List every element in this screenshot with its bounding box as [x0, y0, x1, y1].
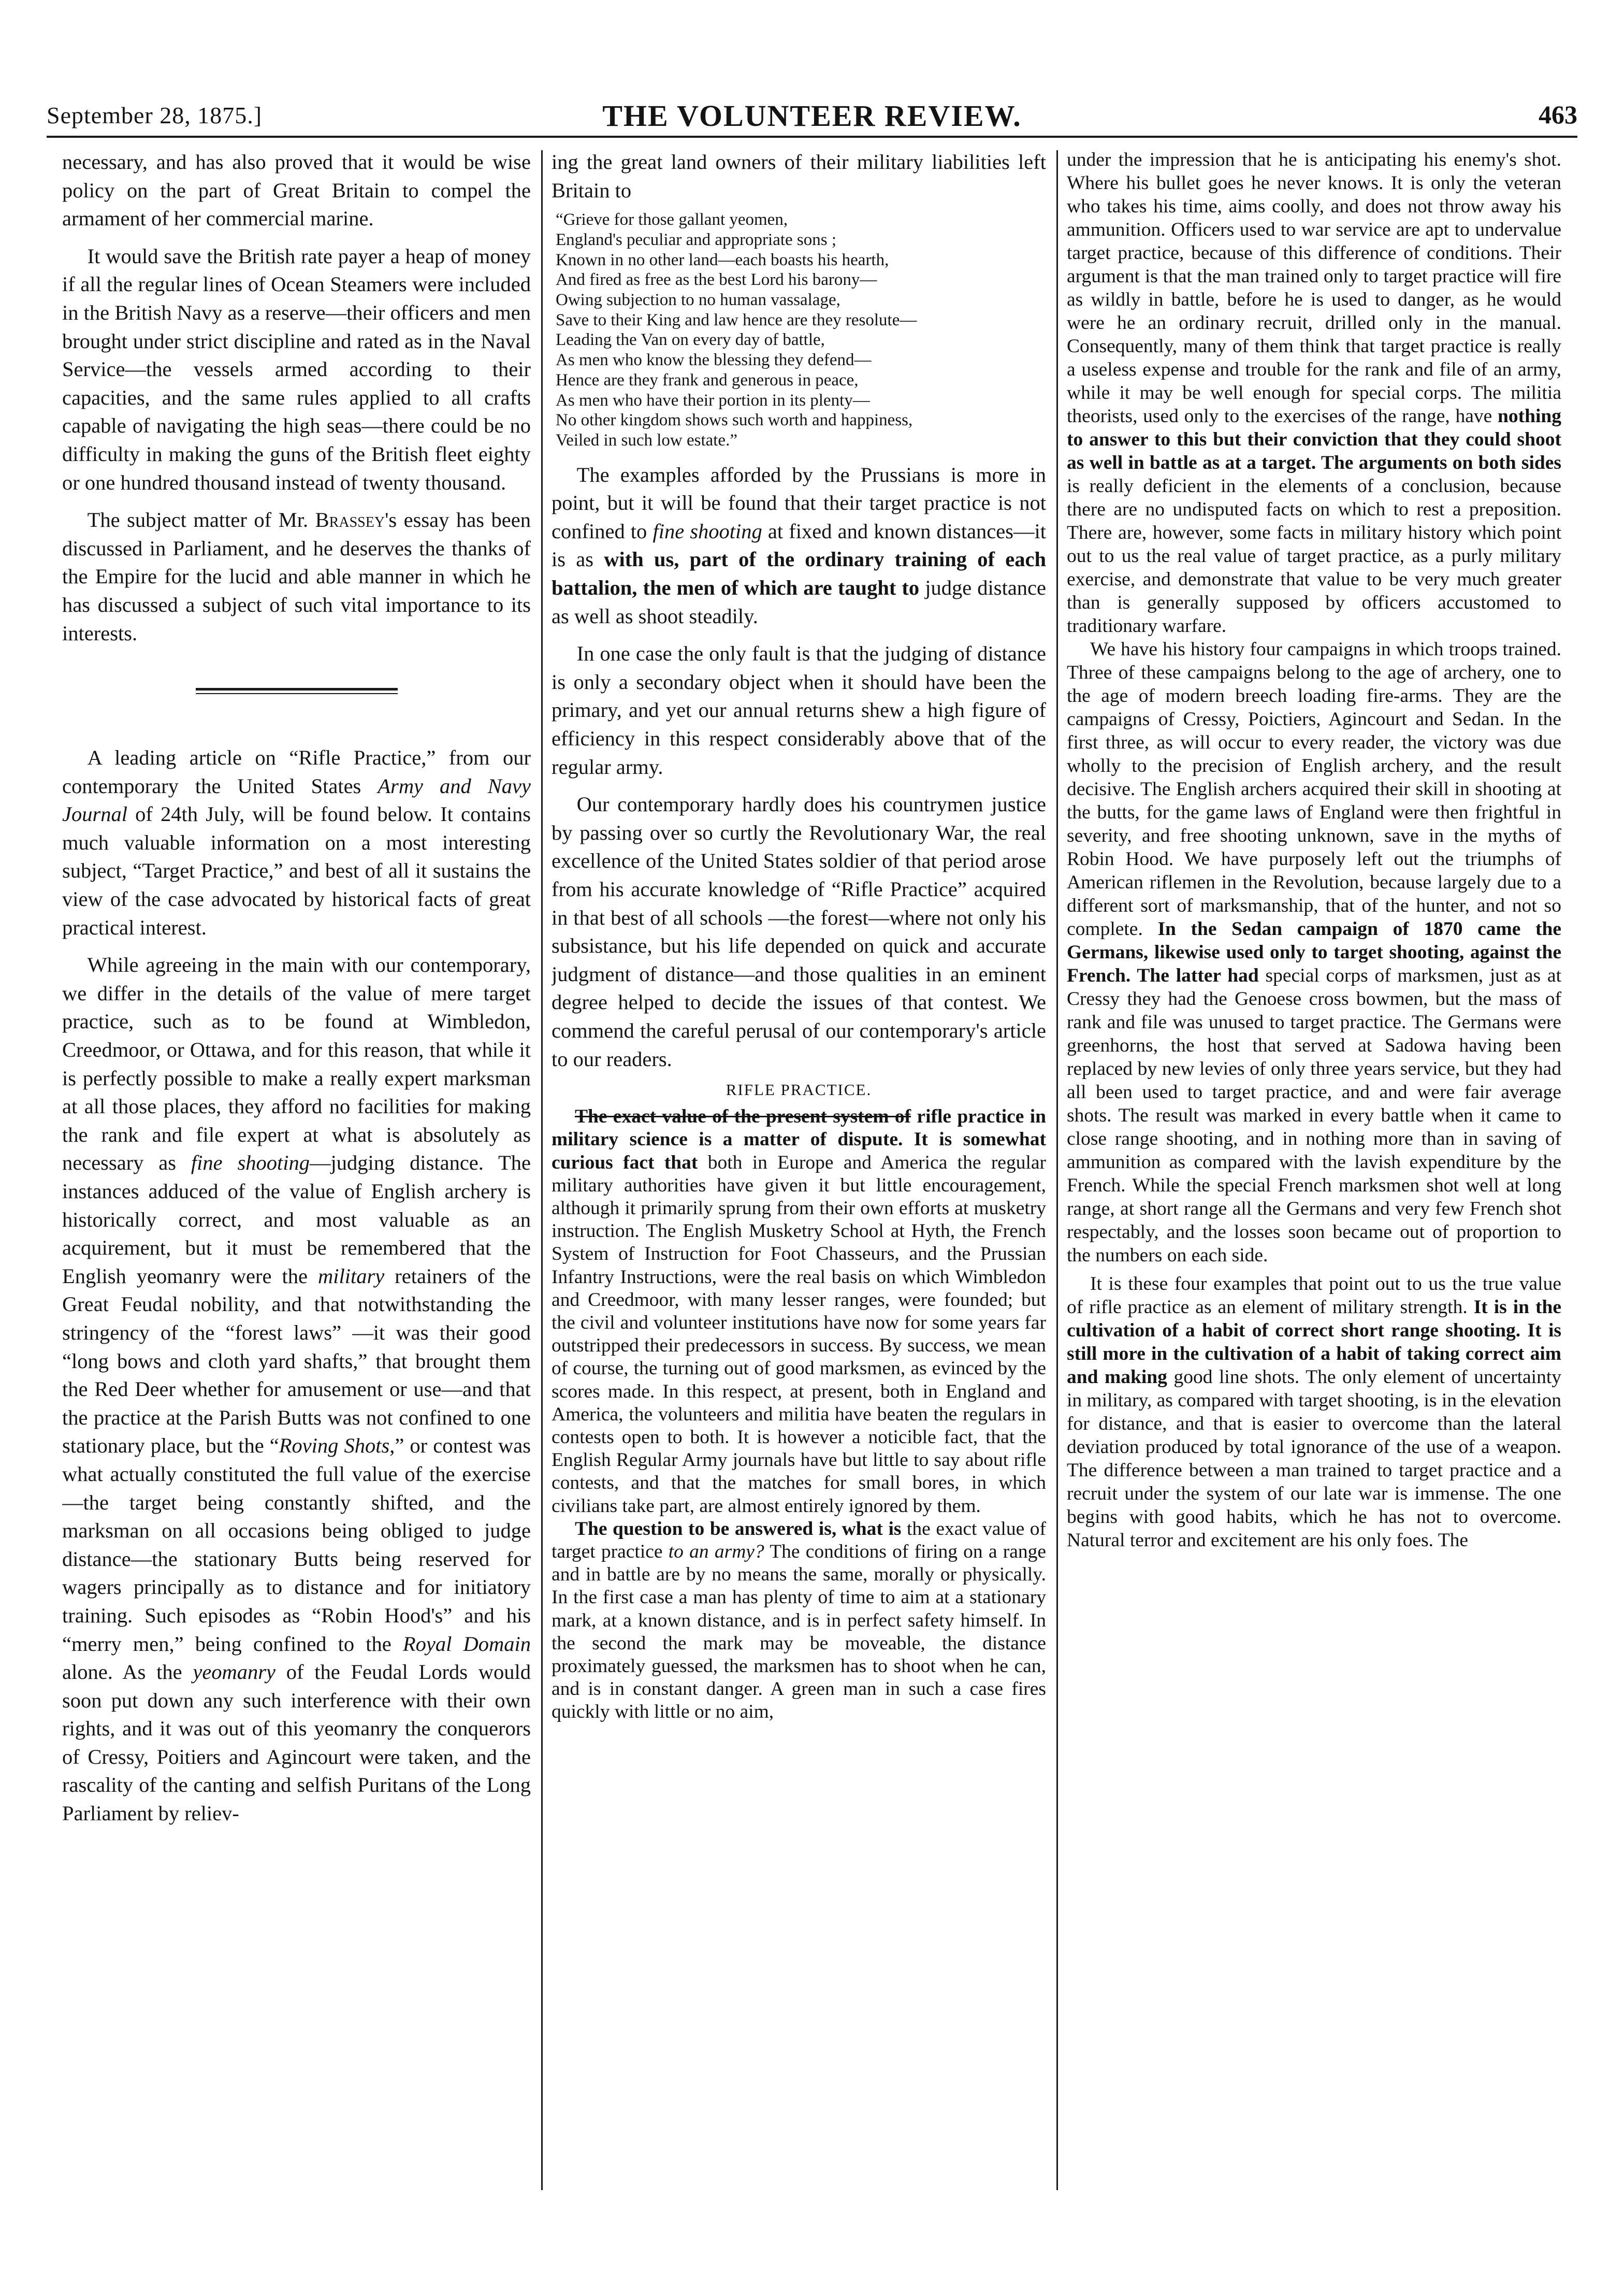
italic-run: military — [318, 1264, 385, 1288]
column-2 — [552, 148, 1046, 2200]
paragraph — [62, 506, 531, 648]
text-run: judge distance as well as shoot steadily. — [552, 576, 1046, 628]
paragraph: necessary, and has also proved that it would be wise policy on the part of Great Britain to compel the armament of her commercial marine. — [62, 150, 531, 231]
italic-run: yeomanry — [193, 1660, 276, 1684]
text-run: of 24th July, will be found below. It contains much valuable information on a most interesting subject, “Target Practice,” and best of all it sustains the view of the case advocated by historical facts of great practical interest. — [62, 802, 531, 939]
paragraph — [1067, 1272, 1561, 1552]
publication-title: THE VOLUNTEER REVIEW. — [602, 99, 1022, 133]
italic-run: Roving Shots — [279, 1434, 390, 1458]
text-run: —judging distance. The instances adduced of the value of English archery is historically correct, and most valuable as an acquirement, but it must be remembered that the English yeomanry were the — [62, 1151, 531, 1288]
text-run: good line shots. The only element of uncertainty in military, as compared with target shooting, is in the elevation for distance, and that is easier to overcome than the lateral deviation produced by total ignorance of the use of a weapon. The difference between a man trained to target practice and a recruit under the system of our late war is immense. The one begins with good habits, which he has not to overcome. Natural terror and excitement are his only foes. The — [1067, 1366, 1561, 1551]
paragraph: ing the great land owners of their military liabilities left Britain to — [552, 150, 1046, 202]
column-3 — [1067, 148, 1561, 2200]
section-divider — [196, 688, 398, 694]
italic-run: fine shooting — [653, 519, 762, 543]
text-run: We have his history four campaigns in which troops trained. Three of these campaigns belong to the age of archery, one to the age of modern breech loading fire-arms. They are the campaigns of Cressy, Poictiers, Agincourt and Sedan. In the first three, as will occur to every reader, the victory was due wholly to the precision of English archery, and the result decisive. The English archers acquired their skill in shooting at the butts, for the game laws of England were then frightful in severity, and free shooting unknown, save in the myths of Robin Hood. We have purposely left out the triumphs of American riflemen in the Revolution, because largely due to a different sort of marksmanship, that of the hunter, and not so complete. — [1067, 639, 1561, 940]
poem-line: Known in no other land—each boasts his hearth, — [556, 250, 889, 269]
poem-line: And fired as free as the best Lord his barony— — [556, 270, 877, 290]
poem-line: Save to their King and law hence are they resolute— — [556, 310, 917, 329]
poem-line: England's peculiar and appropriate sons ; — [556, 230, 837, 249]
text-run: is really deficient in the elements of a conclusion, because there are no undisputed facts on which to rest a preposition. There are, however, some facts in military history which point out to us the real value of target practice, as a purly military exercise, and demonstrate that value to be very much greater than is generally supposed by officers accustomed to traditionary warfare. — [1067, 476, 1561, 637]
header-rule — [47, 136, 1577, 138]
column-1 — [62, 148, 531, 2200]
paragraph — [1067, 148, 1561, 638]
text-run: at fixed and known distances—it is as — [552, 519, 1046, 571]
column-divider-2 — [1056, 150, 1058, 2190]
text-run: A leading article on “Rifle Practice,” from our contemporary the United States — [62, 746, 531, 798]
paragraph — [62, 744, 531, 942]
text-run: It is these four examples that point out to us the true value of rifle practice as an element of military strength. — [1067, 1273, 1561, 1318]
paragraph — [552, 1105, 1046, 1518]
page-header — [47, 94, 1577, 136]
poem-line: As men who know the blessing they defend— — [556, 351, 872, 370]
bold-run: In the Sedan campaign of 1870 came the Germans, likewise used only to target shooting, against the French. The latter had — [1067, 918, 1561, 986]
text-run: under the impression that he is anticipating his enemy's shot. Where his bullet goes he never knows. It is only the veteran who takes his time, aims coolly, and does not throw away his ammunition. Officers used to war service are apt to undervalue target practice, because of this difference of conditions. Their argument is that the man trained only to target practice will fire as wildly in battle, before he is used to danger, as he would were he an ordinary recruit, drilled only in the manual. Consequently, many of them think that target practice is really a useless expense and trouble for the rank and file of an army, while it may be well enough for special corps. The militia theorists, used only to the exercises of the range, have — [1067, 149, 1561, 427]
paragraph — [552, 1518, 1046, 1724]
text-run: ,” or contest was what actually constituted the full value of the exercise—the target being constantly shifted, and the marksman on all occasions being obliged to judge distance—the stationary Butts being reserved for wagers principally as to distance and for initiatory training. Such episodes as “Robin Hood's” and his “merry men,” being confined to the — [62, 1434, 531, 1656]
column-divider-1 — [541, 150, 543, 2190]
text-run: alone. As the — [62, 1660, 193, 1684]
text-run: retainers of the Great Feudal nobility, and that notwithstanding the stringency of the “forest laws” —it was their good “long bows and cloth yard shafts,” that brought them the Red Deer whether for amusement or use—and that the practice at the Parish Butts was not confined to one stationary place, but the “ — [62, 1264, 531, 1458]
poem-line: Hence are they frank and generous in peace, — [556, 370, 859, 390]
paragraph: In one case the only fault is that the judging of distance is only a secondary object when it should have been the primary, and yet our annual returns shew a high figure of efficiency in this respect considerably above that of the regular army. — [552, 642, 1046, 779]
bold-run: rifle practice in military science is a matter of dispute. It is somewhat curious fact that — [552, 1106, 1046, 1173]
text-run: special corps of marksmen, just as at Cressy they had the Genoese cross bowmen, but the mass of rank and file was unused to target practice. The Germans were greenhorns, the host that served at Sadowa having been replaced by new levies of only three years service, but they had all been used to target practice, and and were fair average shots. The result was marked in every battle when it came to close range shooting, and in nothing more than in saving of ammunition as compared with the lavish expenditure by the French. While the special French marksmen shot well at long range, at short range all the Germans and very few French shot respectably, and the losses soon became out of proportion to the numbers on each side. — [1067, 965, 1561, 1266]
paragraph — [62, 951, 531, 1828]
poem-line: As men who have their portion in its plenty— — [556, 391, 870, 410]
italic-run: fine shooting — [191, 1151, 310, 1175]
page-number: 463 — [1539, 100, 1577, 129]
italic-run: Royal Domain — [402, 1632, 531, 1656]
paragraph: Our contemporary hardly does his countrymen justice by passing over so curtly the Revolutionary War, the real excellence of the United States soldier of that period arose from his accurate knowledge of “Rifle Practice” acquired in that best of all schools —the forest—where not only his subsistance, but his life depended on quick and accurate judgment of distance—and those qualities in an eminent degree helped to decide the issues of that contest. We commend the careful perusal of our contemporary's article to our readers. — [552, 793, 1046, 1071]
section-heading: RIFLE PRACTICE. — [726, 1081, 872, 1099]
issue-date: September 28, 1875.] — [47, 102, 263, 128]
text-run: While agreeing in the main with our contemporary, we differ in the details of the value of mere target practice, such as to be found at Wimbledon, Creedmoor, or Ottawa, and for this reason, that while it is perfectly possible to make a really expert marksman at all those places, they afford no facilities for making the rank and file expert at what is absolutely as necessary as — [62, 953, 531, 1175]
text-run: The subject matter of Mr. — [87, 508, 315, 532]
text-run: the exact value of target practice — [552, 1518, 1046, 1562]
poem-line: Veiled in such low estate.” — [556, 430, 737, 450]
poem-line: “Grieve for those gallant yeomen, — [556, 210, 788, 229]
poem-line: Owing subjection to no human vassalage, — [556, 291, 840, 309]
author-name: Brassey — [315, 508, 385, 532]
struck-run: The exact value of the present system of — [575, 1106, 911, 1128]
text-run: both in Europe and America the regular military authorities have given it but little encouragement, although it primarily sprung from their own efforts at musketry instruction. The English Musketry School at Hyth, the French System of Instruction for Foot Chasseurs, and the Prussian Infantry Instructions, were the real basis on which Wimbledon and Creedmoor, with many lesser ranges, were founded; but the civil and volunteer institutions have now for some years far outstripped their predecessors in success. By success, we mean of course, the turning out of good marksmen, as evinced by the scores made. In this respect, at present, both in England and America, the volunteers and militia have beaten the regulars in contests open to both. It is however a noticible fact, that the English Regular Army journals have but little to say about rifle contests, and that the matches for small bores, in which civilians take part, are almost entirely ignored by them. — [552, 1152, 1046, 1517]
journal-title: Army and Navy Journal — [62, 774, 531, 826]
bold-run: with us, part of the ordinary training of each battalion, the men of which are taught to — [552, 548, 1046, 599]
text-run: of the Feudal Lords would soon put down any such interference with their own rights, and it was out of this yeomanry the conquerors of Cressy, Poitiers and Agincourt were taken, and the rascality of the canting and selfish Puritans of the Long Parliament by reliev- — [62, 1660, 531, 1825]
paragraph — [1067, 638, 1561, 1267]
bold-run: The question to be answered is, what is — [575, 1518, 902, 1540]
paragraph: It would save the British rate payer a heap of money if all the regular lines of Ocean Steamers were included in the British Navy as a reserve—their officers and men brought under strict discipline and rated as in the Naval Service—the vessels armed according to their capacities, and the same rules applied to all crafts capable of navigating the high seas—there could be no difficulty in making the guns of the British fleet eighty or one hundred thousand instead of twenty thousand. — [62, 244, 531, 494]
paragraph — [552, 461, 1046, 631]
bold-run: nothing to answer to this but their conviction that they could shoot as well in battle as at a target. The arguments on both sides — [1067, 406, 1561, 473]
text-run: The examples afforded by the Prussians is more in point, but it will be found that their target practice is not confined to — [552, 463, 1046, 543]
text-run: The conditions of firing on a range and in battle are by no means the same, morally or physically. In the first case a man has plenty of time to aim at a stationary mark, at a known distance, and is in perfect safety himself. In the second the mark may be moveable, the distance proximately guessed, the marksmen has to shoot when he can, and is in constant danger. A green man in such a case fires quickly with little or no aim, — [552, 1541, 1046, 1723]
italic-run: to an army? — [668, 1541, 764, 1562]
text-run: 's essay has been discussed in Parliament, and he deserves the thanks of the Empire for the lucid and able manner in which he has discussed a subject of such vital importance to its interests. — [62, 508, 531, 645]
bold-run: It is in the cultivation of a habit of correct short range shooting. It is still more in the cultivation of a habit of taking correct aim and making — [1067, 1297, 1561, 1388]
poem-line: No other kingdom shows such worth and happiness, — [556, 411, 913, 430]
poem-quotation — [556, 210, 1046, 450]
poem-line: Leading the Van on every day of battle, — [556, 330, 825, 350]
